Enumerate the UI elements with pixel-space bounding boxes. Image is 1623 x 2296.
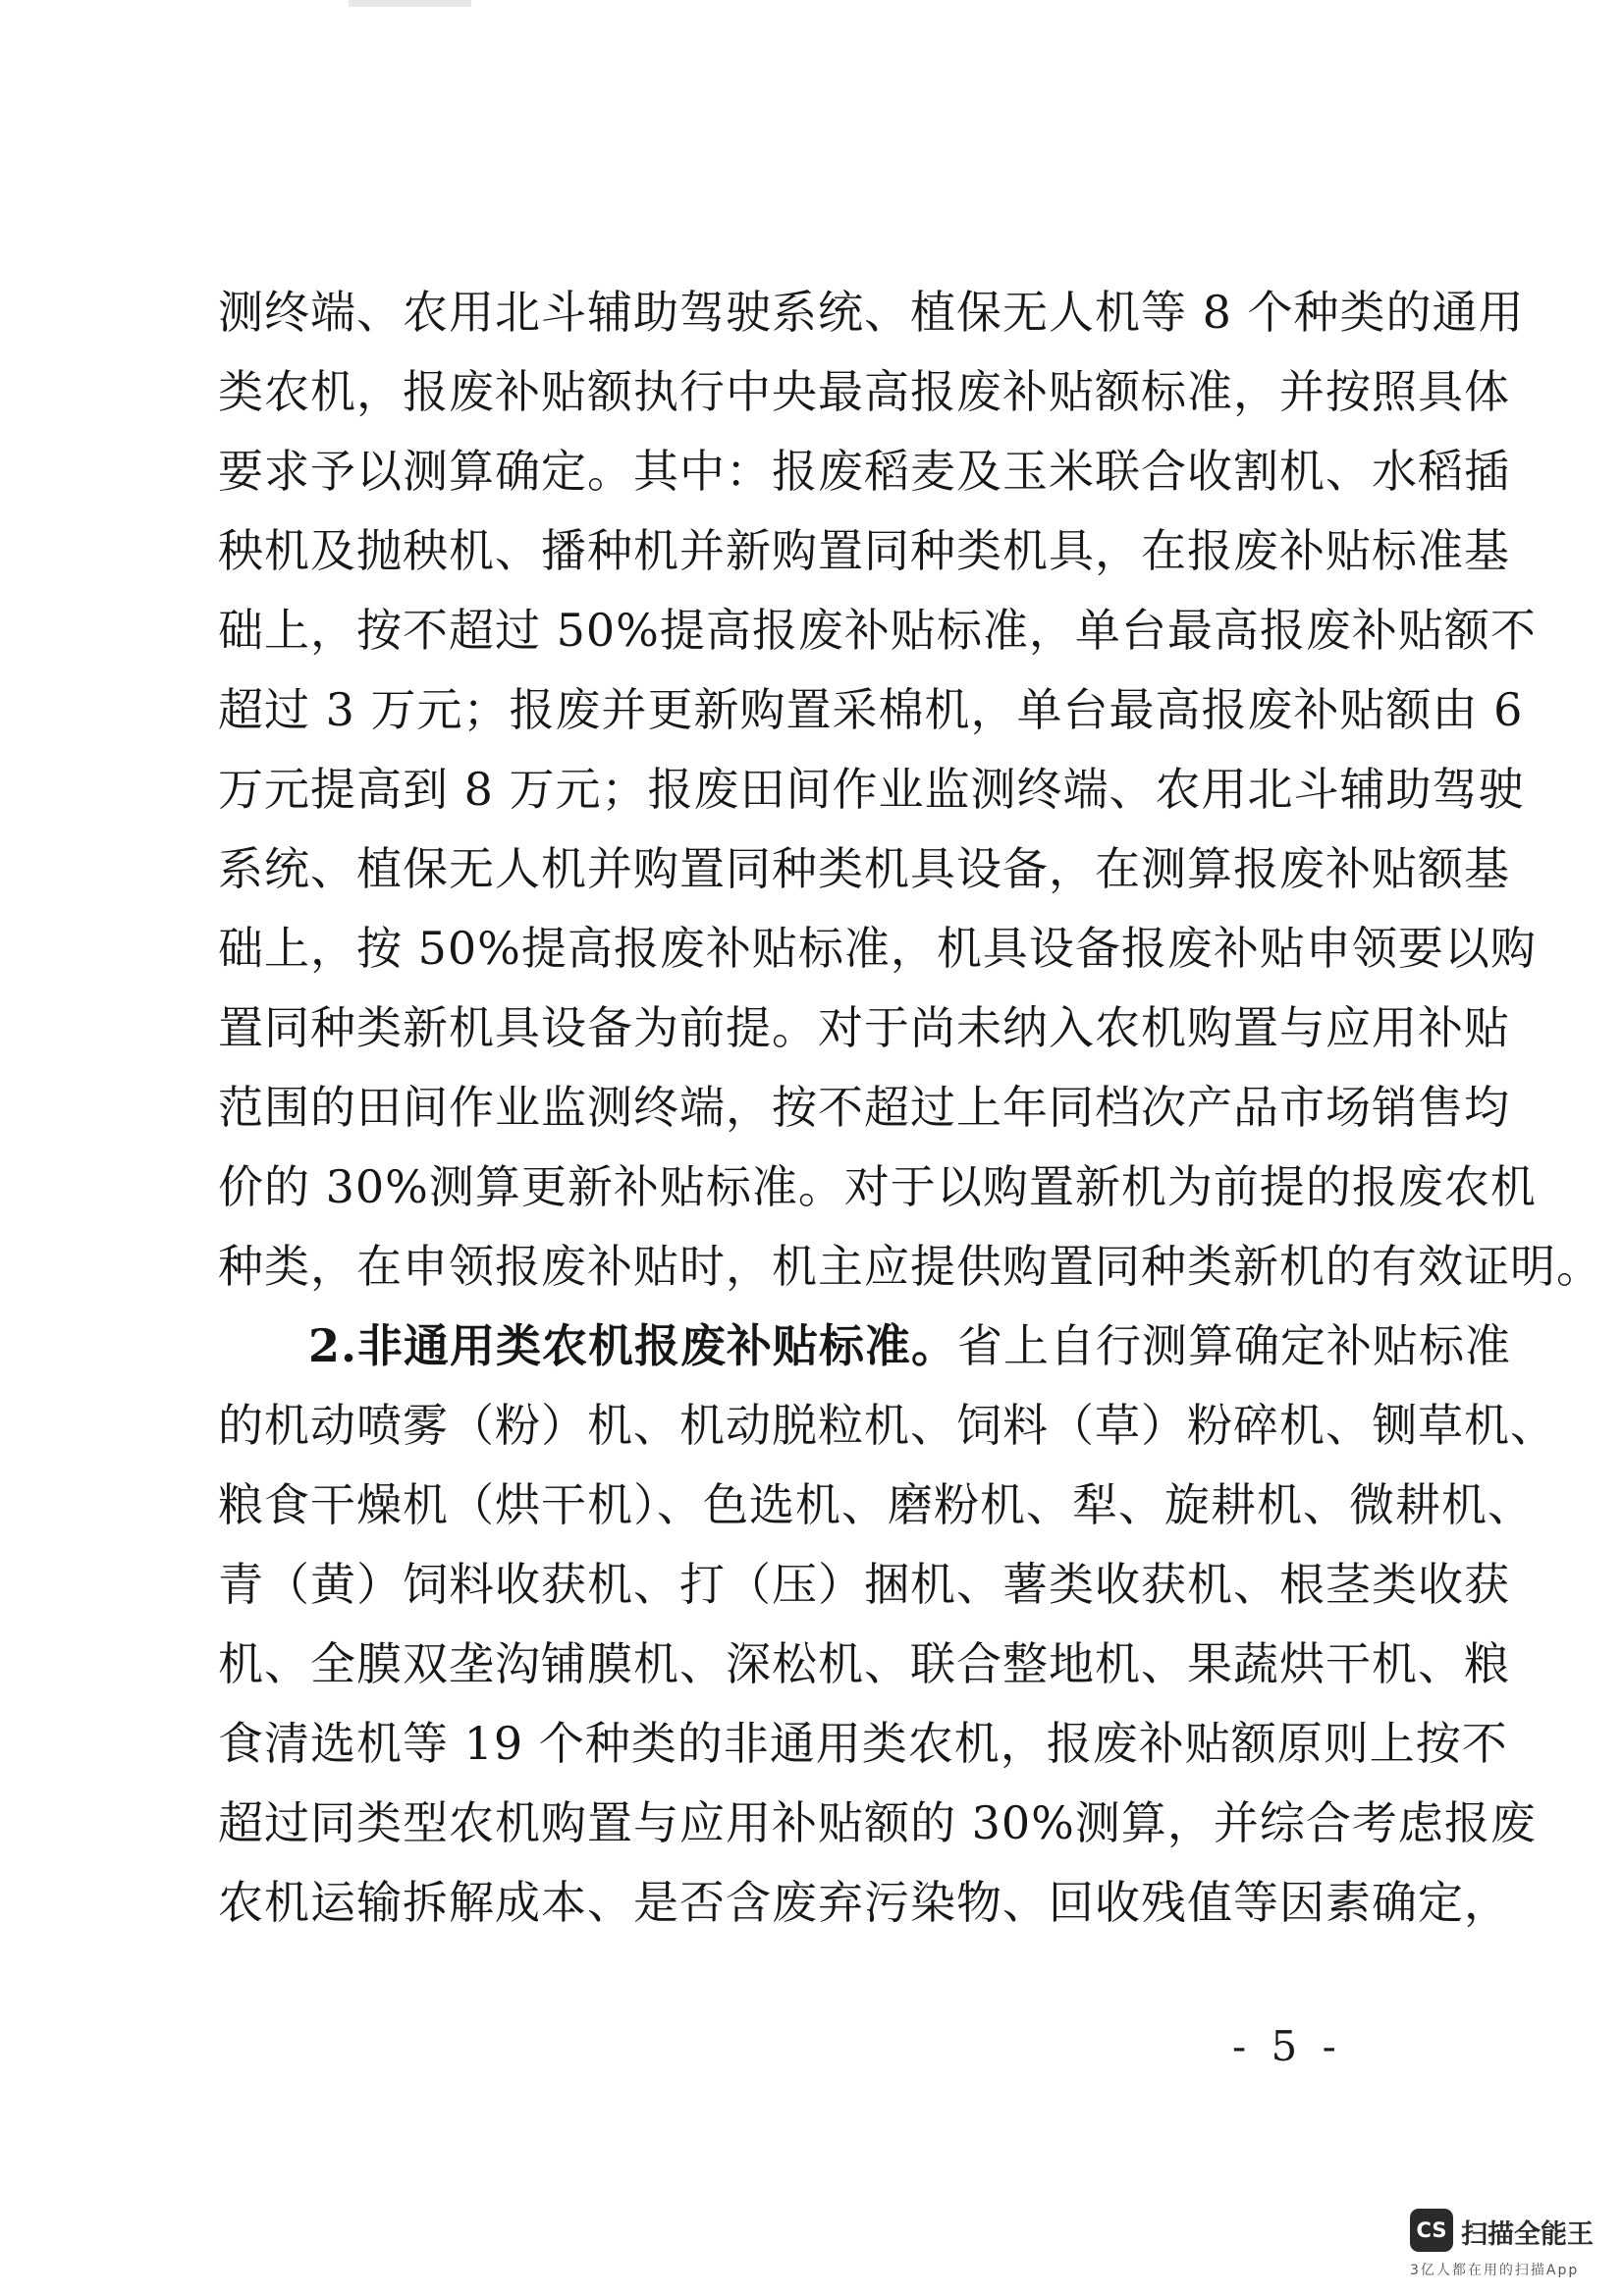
text-line: 础上，按 50%提高报废补贴标准，机具设备报废补贴申领要以购	[218, 922, 1537, 975]
text-line: 类农机，报废补贴额执行中央最高报废补贴额标准，并按照具体	[218, 365, 1510, 418]
section-heading: 2.非通用类农机报废补贴标准。	[308, 1319, 958, 1372]
text-line: 秧机及抛秧机、播种机并新购置同种类机具，在报废补贴标准基	[218, 524, 1510, 577]
text-line: 价的 30%测算更新补贴标准。对于以购置新机为前提的报废农机	[218, 1160, 1537, 1213]
text-line: 万元提高到 8 万元；报废田间作业监测终端、农用北斗辅助驾驶	[218, 763, 1525, 816]
watermark-app-name: 扫描全能王	[1461, 2219, 1594, 2250]
watermark-slogan: 3亿人都在用的扫描App	[1410, 2263, 1580, 2278]
text-line: 青（黄）饲料收获机、打（压）捆机、薯类收获机、根茎类收获	[218, 1558, 1510, 1611]
text-run: 省上自行测算确定补贴标准	[957, 1319, 1512, 1372]
text-line: 农机运输拆解成本、是否含废弃污染物、回收残值等因素确定，	[218, 1876, 1510, 1929]
text-line: 测终端、农用北斗辅助驾驶系统、植保无人机等 8 个种类的通用	[218, 286, 1525, 339]
text-line: 的机动喷雾（粉）机、机动脱粒机、饲料（草）粉碎机、铡草机、	[218, 1399, 1556, 1452]
document-body	[218, 273, 1602, 1943]
text-line: 范围的田间作业监测终端，按不超过上年同档次产品市场销售均	[218, 1081, 1510, 1134]
scanner-watermark	[1410, 2209, 1606, 2287]
text-line: 超过 3 万元；报废并更新购置采棉机，单台最高报废补贴额由 6	[218, 683, 1524, 736]
text-line: 系统、植保无人机并购置同种类机具设备，在测算报废补贴额基	[218, 842, 1510, 895]
text-line: 食清选机等 19 个种类的非通用类农机，报废补贴额原则上按不	[218, 1717, 1508, 1770]
text-line: 粮食干燥机（烘干机）、色选机、磨粉机、犁、旋耕机、微耕机、	[218, 1478, 1534, 1531]
text-line: 础上，按不超过 50%提高报废补贴标准，单台最高报废补贴额不	[218, 604, 1537, 657]
paragraph-2-first-line	[218, 1307, 1512, 1386]
camscanner-logo-icon: CS	[1410, 2209, 1453, 2252]
paragraph-2	[218, 1307, 1556, 1943]
page-number: - 5 -	[1232, 2022, 1342, 2070]
text-line: 种类，在申领报废补贴时，机主应提供购置同种类新机的有效证明。	[218, 1240, 1602, 1293]
text-line: 超过同类型农机购置与应用补贴额的 30%测算，并综合考虑报废	[218, 1796, 1537, 1849]
text-line: 机、全膜双垄沟铺膜机、深松机、联合整地机、果蔬烘干机、粮	[218, 1637, 1510, 1690]
paragraph-1	[218, 273, 1602, 1307]
scan-edge-mark	[349, 0, 471, 7]
text-line: 要求予以测算确定。其中：报废稻麦及玉米联合收割机、水稻插	[218, 445, 1510, 498]
text-line: 置同种类新机具设备为前提。对于尚未纳入农机购置与应用补贴	[218, 1001, 1510, 1054]
